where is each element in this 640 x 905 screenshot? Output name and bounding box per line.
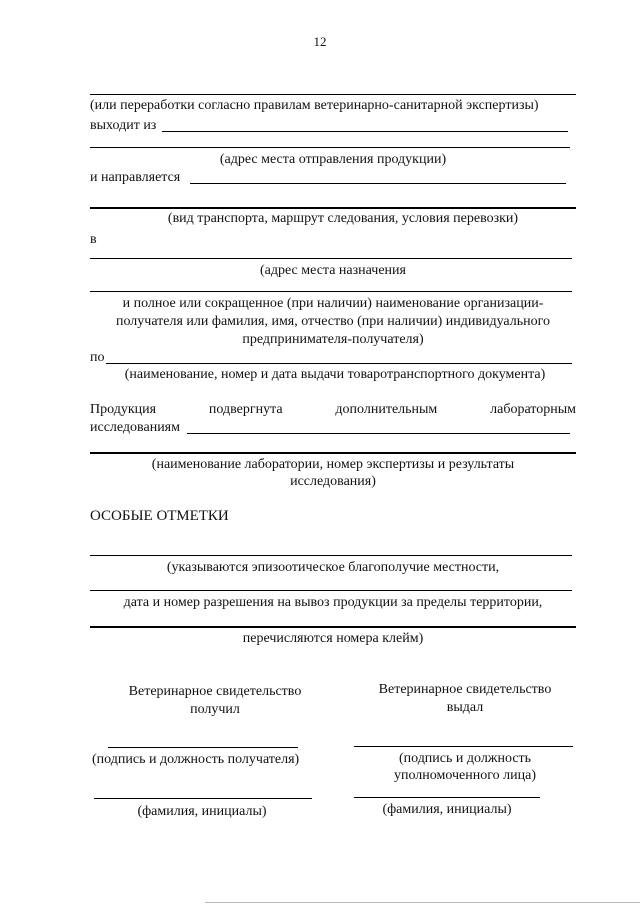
lab-label: исследованиям: [90, 420, 180, 435]
right-name-line[interactable]: [354, 797, 540, 798]
recipient-hint-line-1: и полное или сокращенное (при наличии) наименование организации-: [122, 296, 544, 311]
blank-line-special-3: [90, 626, 576, 628]
right-signature-hint-1: (подпись и должность: [398, 751, 532, 766]
special-hint-line-2: дата и номер разрешения на вывоз продукции за пределы территории,: [123, 595, 543, 610]
lab-word-1: Продукция: [90, 402, 157, 417]
to-label: в: [90, 232, 97, 247]
right-title-line-2: выдал: [446, 700, 484, 715]
sent-label: и направляется: [90, 170, 181, 185]
left-signature-line[interactable]: [108, 747, 298, 748]
special-remarks-heading: ОСОБЫЕ ОТМЕТКИ: [90, 508, 229, 524]
lab-word-4: лабораторным: [490, 402, 576, 417]
destination-hint: (адрес места назначения: [260, 263, 406, 278]
left-title-line-2: получил: [190, 702, 240, 717]
recipient-hint-line-2: получателя или фамилия, имя, отчество (при наличии) индивидуального: [115, 314, 551, 329]
special-hint-line-1: (указываются эпизоотическое благополучие местности,: [166, 560, 500, 575]
right-signature-line[interactable]: [354, 746, 573, 747]
blank-line-special-2: [90, 590, 572, 591]
blank-line-destination: [90, 258, 572, 259]
departure-hint: (адрес места отправления продукции): [219, 152, 447, 167]
special-hint-line-3: перечисляются номера клейм): [242, 631, 424, 646]
left-name-hint: (фамилия, инициалы): [137, 804, 267, 819]
recipient-hint-line-3: предпринимателя-получателя): [242, 332, 424, 347]
page-bottom-edge: [205, 902, 640, 903]
lab-word-3: дополнительным: [335, 402, 438, 417]
right-name-hint: (фамилия, инициалы): [382, 802, 512, 817]
right-title-line-1: Ветеринарное свидетельство: [378, 682, 552, 697]
processing-line-text: (или переработки согласно правилам ветеринарно-санитарной экспертизы): [90, 98, 539, 113]
blank-line-recipient: [90, 291, 572, 292]
lab-field[interactable]: [187, 433, 570, 434]
left-name-line[interactable]: [94, 798, 312, 799]
waybill-hint: (наименование, номер и дата выдачи товаротранспортного документа): [124, 367, 546, 382]
page-number: 12: [313, 34, 327, 49]
blank-line-top: [90, 94, 576, 95]
blank-line-special-1: [90, 555, 572, 556]
blank-line-transport: [90, 207, 576, 209]
sent-field[interactable]: [190, 183, 566, 184]
exits-from-field[interactable]: [162, 131, 568, 132]
lab-hint-line-2: исследования): [290, 474, 376, 489]
by-label: по: [90, 350, 105, 365]
transport-hint: (вид транспорта, маршрут следования, условия перевозки): [167, 211, 519, 226]
left-title-line-1: Ветеринарное свидетельство: [128, 684, 302, 699]
right-signature-hint-2: уполномоченного лица): [394, 768, 536, 783]
exits-from-label: выходит из: [90, 118, 157, 133]
lab-word-2: подвергнута: [208, 402, 283, 417]
blank-line-lab: [90, 452, 576, 454]
left-signature-hint: (подпись и должность получателя): [92, 752, 300, 767]
by-field[interactable]: [106, 363, 572, 364]
lab-sentence: [90, 402, 576, 418]
lab-hint-line-1: (наименование лаборатории, номер экспертизы и результаты: [151, 457, 515, 472]
blank-line-departure: [90, 147, 570, 148]
